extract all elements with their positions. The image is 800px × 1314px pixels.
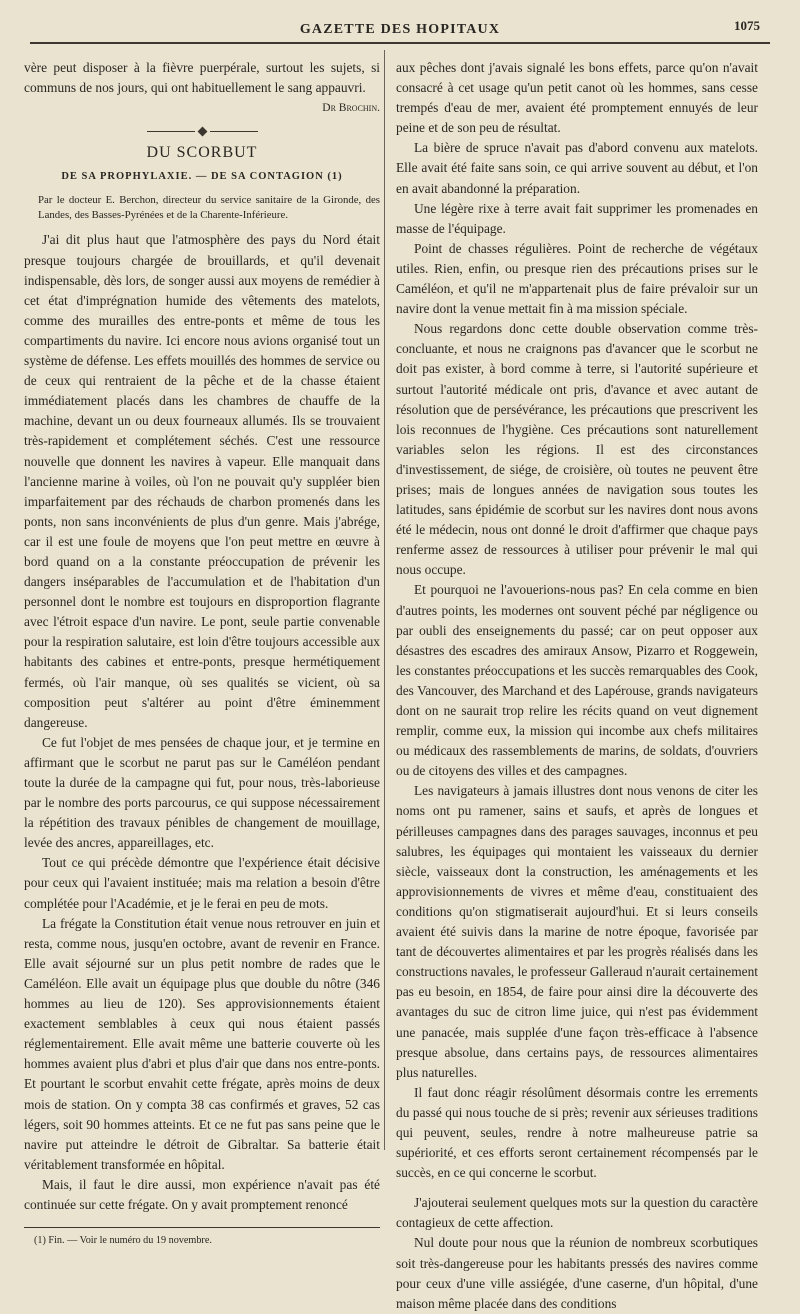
body-paragraph: Mais, il faut le dire aussi, mon expérience n'avait pas été continuée sur cette frégate. On y avait promptement renoncé [24,1176,380,1212]
body-paragraph: Il faut donc réagir résolûment désormais contre les errements du passé qui nous touche de si près; revenir aux sérieuses traditions qui peuvent, seules, rendre à notre malheureuse patrie sa supériorité, et ces efforts seront certainement récompensés par le succès, en ce qui concerne le scorbut. [396,1084,758,1181]
body-paragraph: aux pêches dont j'avais signalé les bons effets, parce qu'on n'avait consacré à cet usage qu'un petit canot où les hommes, sans cesse trempés d'eau de mer, avaient été promptement ennuyés de leur peine et de son peu de résultat. [396,60,758,136]
page-number: 1075 [734,18,760,33]
body-paragraph: La bière de spruce n'avait pas d'abord convenu aux matelots. Elle avait été faite sans soin, ce qui arrive souvent au début, et l'on en avait abandonné la préparation. [396,140,758,196]
body-paragraph: J'ajouterai seulement quelques mots sur la question du caractère contagieux de cette affection. [396,1195,758,1231]
body-paragraph: La frégate la Constitution était venue nous retrouver en juin et resta, comme nous, jusqu'en octobre, avant de revenir en France. Elle avait séjourné sur un plus petit nombre de rades que le Caméléon. Elle avait un équipage plus que double du nôtre (346 hommes au lieu de 120). Ses approvisionnements étaient exactement semblables à ceux qui nous étaient passés réglementairement. Elle avait même une batterie couverte où les hommes avaient plus d'abri et plus d'air que dans nos entre-ponts. Et pourtant le scorbut envahit cette frégate, après moins de deux mois de station. On y compta 38 cas confirmés et graves, 52 cas légers, soit 90 hommes atteints. Et ce ne fut pas sans peine que le navire put atteindre le détroit de Gibraltar. Sa batterie était véritablement transformée en hôpital. [24,915,380,1172]
article-byline: Par le docteur E. Berchon, directeur du service sanitaire de la Gironde, des Landes, des Basses-Pyrénées et de la Charente-Inférieure. [38,194,380,221]
body-paragraph: Ce fut l'objet de mes pensées de chaque jour, et je termine en affirmant que le scorbut ne parut pas sur le Caméléon pendant toute la durée de la campagne qui fut, pour nous, très-laborieuse par le nombre des ports parcourus, ce qui suppose nécessairement la répétition des travaux pénibles de changement de mouillage, levée des ancres, appareillages, etc. [24,734,380,851]
previous-article-ending: vère peut disposer à la fièvre puerpérale, surtout les sujets, si communs de nos jours, qui ont habituellement le sang appauvri. [24,60,380,96]
ornament-line [210,131,258,132]
section-ornament [24,128,380,135]
article-subtitle: DE SA PROPHYLAXIE. — DE SA CONTAGION (1) [61,171,343,183]
footnote-rule [24,1227,380,1228]
body-paragraph: Les navigateurs à jamais illustres dont nous venons de citer les noms ont pu ramener, sains et saufs, et après de longues et périlleuses campagnes dans des parages sauvages, inconnus et peu salubres, les équipages qui montaient les vaisseaux du dernier siècle, vaisseaux dont la construction, les aménagements et les approvisionnements de vivres et même d'eau, constituaient des conditions qu'on stigmatiserait aujourd'hui. Et si leurs conseils avaient été suivis dans la marine de notre époque, favorisée par tant de découvertes alimentaires et par les progrès réalisés dans les constructions navales, le professeur Galleraud n'aurait certainement pas eu besoin, en 1854, de faire pour ainsi dire la découverte des avantages du suc de citron lime juice, qui n'est pas évidemment une panacée, mais supplée d'une façon très-efficace à l'absence presque absolue, dans certains pays, de ressources alimentaires plus naturelles. [396,783,758,1080]
body-paragraph: Et pourquoi ne l'avouerions-nous pas? En cela comme en bien d'autres points, les modernes ont souvent péché par négligence ou par oubli des enseignements du passé; car on peut opposer aux désastres des escadres des amiraux Ansow, Pizarro et Roggewein, les constantes préoccupations et les succès remarquables des Cook, des Vancouver, des Marchand et des Lapérouse, grands navigateurs dont on ne saurait trop relire les récits quand on veut dignement remplir, comme eux, la mission qui incombe aux chefs militaires ou médicaux des rassemblements de marins, de soldats, d'ouvriers ou de citoyens des villes et des campagnes. [396,582,758,779]
section-gap [396,1183,758,1193]
body-paragraph: Une légère rixe à terre avait fait supprimer les promenades en masse de l'équipage. [396,200,758,236]
body-paragraph: Nul doute pour nous que la réunion de nombreux scorbutiques soit très-dangereuse pour les habitants pressés des navires comme pour ceux d'une ville assiégée, d'une caserne, d'un hôpital, d'une maison même placée dans des conditions [396,1235,758,1311]
footnote: (1) Fin. — Voir le numéro du 19 novembre. [34,1235,212,1247]
body-paragraph: J'ai dit plus haut que l'atmosphère des pays du Nord était presque toujours chargée de brouillards, et qu'il devenait indispensable, dès lors, de songer aussi aux moyens de remédier à cet état d'imprégnation humide des vêtements des matelots, comme des murailles des entre-ponts et même de tous les compartiments du navire. Ici encore nous avions organisé tout un système de défense. Les effets mouillés des hommes de service ou de ceux qui rentraient de la pêche et de la chasse étaient immédiatement placés dans les chambres de chauffe de la machine, devant un ou deux fourneaux allumés. Ils se trouvaient très-rapidement et complétement séchés. C'est une ressource nouvelle que donnent les navires à vapeur. Elle manquait dans l'ancienne marine à voiles, où l'on ne pouvait qu'y suppléer bien imparfaitement par des réchauds de charbon promenés dans les ponts, non sans inconvénients de plus d'un genre. Mais j'abrége, car il est une foule de moyens que l'on peut mettre en œuvre à bord quand on a la constante préoccupation de prévenir les dangers inséparables de l'accumulation et de l'habitation d'un personnel dont le nombre est toujours en disproportion flagrante avec l'étroit espace d'un navire. Le pont, seule partie convenable pour la respiration salutaire, est loin d'être toujours accessible aux habitants des cabines et entre-ponts, presque hermétiquement fermés, où l'air manque, où ses qualités se vicient, où sa composition peut s'altérer au point d'être éminemment dangereuse. [24,232,380,730]
author-signature: Dr Brochin. [322,102,380,115]
column-divider [384,50,385,1150]
body-paragraph: Nous regardons donc cette double observation comme très-concluante, et nous ne craignons pas d'avancer que le scorbut ne doit pas exister, à bord comme à terre, si l'autorité supérieure et surtout l'autorité médicale ont pris, d'avance et avec autant de résolution que de persévérance, les précautions que prescrivent les lois reconnues de l'hygiène. Ces précautions sont naturellement variables selon les régions. Il est des circonstances d'investissement, de siége, de croisière, où toutes ne peuvent être prises; mais de longues années de navigation sous toutes les latitudes, sans épidémie de scorbut sur les navires dont nous avons été le médecin, nous ont donné le droit d'affirmer que chaque pays renferme assez de ressources à utiliser pour prévenir le mal qui nous occupe. [396,321,758,578]
right-column [396,58,758,1314]
page-header [0,16,800,42]
body-paragraph: Point de chasses régulières. Point de recherche de végétaux utiles. Rien, enfin, ou presque rien des précautions prises sur le Caméléon, et qu'il ne m'appartenait plus de faire prévaloir sur un navire dont la venue mettait fin à ma mission spéciale. [396,240,758,317]
article-title: DU SCORBUT [146,144,258,162]
ornament-line [147,131,195,132]
running-title: GAZETTE DES HOPITAUX [299,22,501,37]
ornament-diamond [197,127,207,137]
left-column [24,58,380,1248]
body-paragraph: Tout ce qui précède démontre que l'expérience était décisive pour ceux qui l'avaient instituée; mais ma relation a besoin d'être complétée pour l'Académie, et je le ferai en peu de mots. [24,855,380,911]
header-rule [30,42,770,44]
